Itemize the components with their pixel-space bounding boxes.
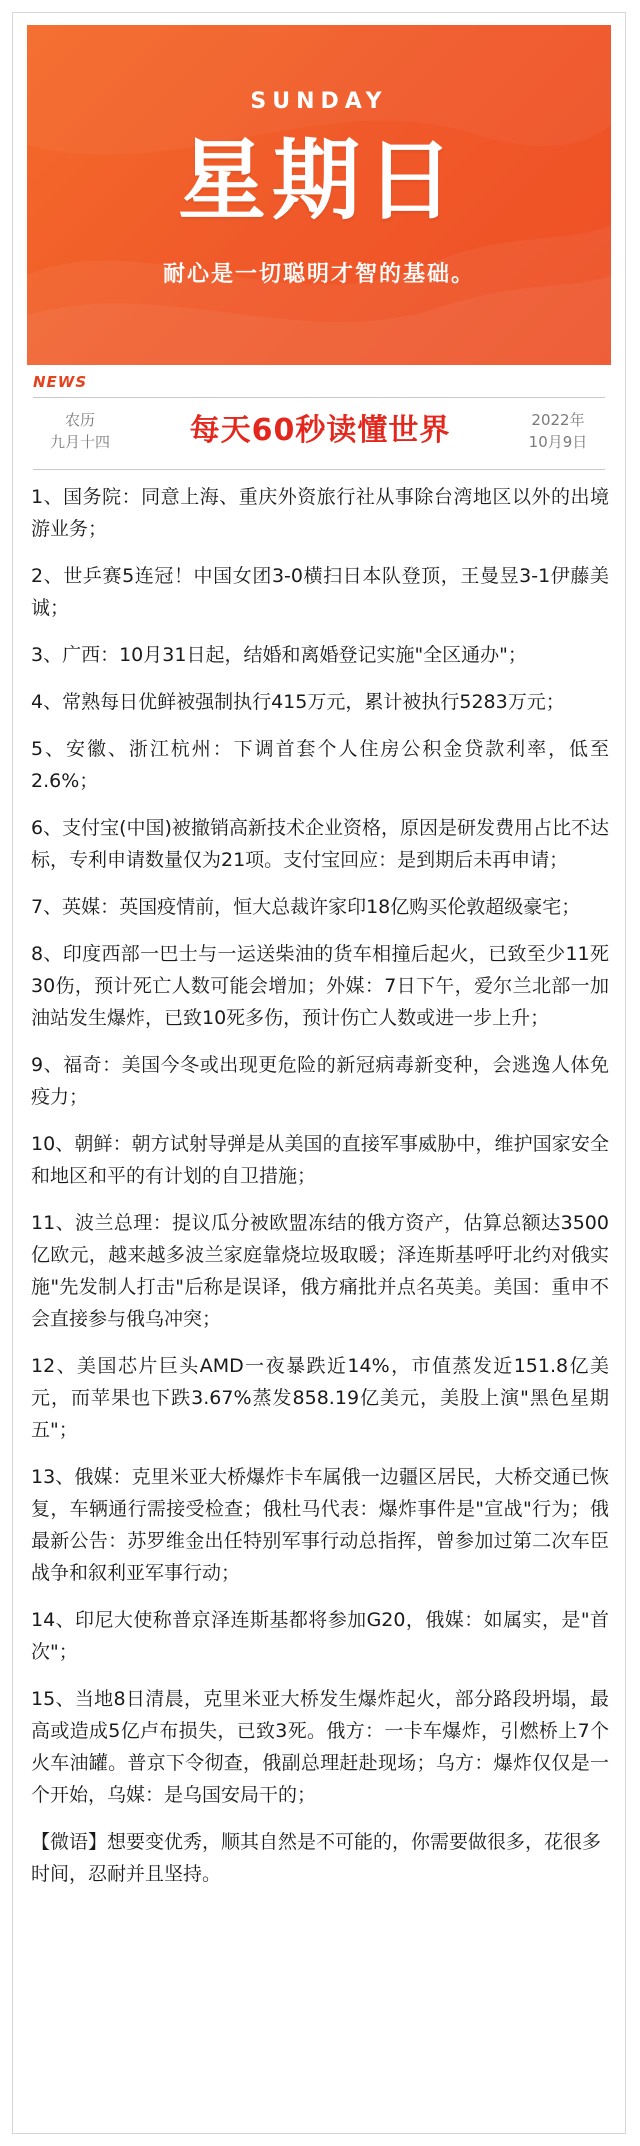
news-item: 3、广西：10月31日起，结婚和离婚登记实施"全区通办"； xyxy=(31,644,527,666)
news-item: 7、英媒：英国疫情前，恒大总裁许家印18亿购买伦敦超级豪宅； xyxy=(31,896,581,918)
banner-day-chinese: 星期日 xyxy=(177,129,460,232)
news-item: 2、世乒赛5连冠！中国女团3-0横扫日本队登顶，王曼昱3-1伊藤美诚； xyxy=(31,565,609,619)
news-item: 12、美国芯片巨头AMD一夜暴跌近14%，市值蒸发近151.8亿美元，而苹果也下跌3.67%蒸发858.19亿美元，美股上演"黑色星期五"； xyxy=(31,1355,609,1441)
daily-quote: 【微语】想要变优秀，顺其自然是不可能的，你需要做很多，花很多时间，忍耐并且坚持。 xyxy=(31,1831,602,1885)
news-item: 5、安徽、浙江杭州：下调首套个人住房公积金贷款利率，低至2.6%； xyxy=(31,738,609,792)
news-item: 14、印尼大使称普京泽连斯基都将参加G20，俄媒：如属实，是"首次"； xyxy=(31,1609,609,1663)
news-card xyxy=(12,12,626,2134)
banner-day-english: SUNDAY xyxy=(250,89,388,114)
news-list xyxy=(31,481,609,1909)
news-item: 1、国务院：同意上海、重庆外资旅行社从事除台湾地区以外的出境游业务； xyxy=(31,486,609,540)
news-item: 8、印度西部一巴士与一运送柴油的货车相撞后起火，已致至少11死30伤，预计死亡人数可能会增加；外媒：7日下午，爱尔兰北部一加油站发生爆炸，已致10死多伤，预计伤亡人数或进一步上升； xyxy=(31,943,609,1029)
header-divider-bottom xyxy=(33,469,605,470)
news-item: 10、朝鲜：朝方试射导弹是从美国的直接军事威胁中，维护国家安全和地区和平的有计划的自卫措施； xyxy=(31,1133,609,1187)
news-item: 11、波兰总理：提议瓜分被欧盟冻结的俄方资产，估算总额达3500亿欧元，越来越多波兰家庭靠烧垃圾取暖；泽连斯基呼吁北约对俄实施"先发制人打击"后称是误译，俄方痛批并点名英美。美国：重申不会直接参与俄乌冲突； xyxy=(31,1212,609,1330)
news-item: 6、支付宝(中国)被撤销高新技术企业资格，原因是研发费用占比不达标，专利申请数量仅为21项。支付宝回应：是到期后未再申请； xyxy=(31,817,609,871)
lunar-date-block xyxy=(35,409,125,453)
news-tag: NEWS xyxy=(33,373,88,391)
news-item: 4、常熟每日优鲜被强制执行415万元，累计被执行5283万元； xyxy=(31,691,565,713)
banner-motto: 耐心是一切聪明才智的基础。 xyxy=(162,262,475,287)
gregorian-date-block xyxy=(513,409,603,453)
lunar-date: 九月十四 xyxy=(49,433,110,451)
news-item: 15、当地8日清晨，克里米亚大桥发生爆炸起火，部分路段坍塌，最高或造成5亿卢布损失，已致3死。俄方：一卡车爆炸，引燃桥上7个火车油罐。普京下令彻查，俄副总理赶赴现场；乌方：爆炸仅仅是一个开始，乌媒：是乌国安局干的； xyxy=(31,1688,609,1806)
date-label: 10月9日 xyxy=(528,433,588,451)
news-item: 13、俄媒：克里米亚大桥爆炸卡车属俄一边疆区居民，大桥交通已恢复，车辆通行需接受检查；俄杜马代表：爆炸事件是"宣战"行为；俄最新公告：苏罗维金出任特别军事行动总指挥，曾参加过第二次车臣战争和叙利亚军事行动； xyxy=(31,1466,609,1584)
page-title: 每天60秒读懂世界 xyxy=(189,413,451,448)
lunar-label: 农历 xyxy=(64,411,95,429)
header-divider-top xyxy=(33,397,605,398)
news-item: 9、福奇：美国今冬或出现更危险的新冠病毒新变种，会逃逸人体免疫力； xyxy=(31,1054,609,1108)
sunday-banner xyxy=(27,25,611,365)
year-label: 2022年 xyxy=(531,411,585,429)
